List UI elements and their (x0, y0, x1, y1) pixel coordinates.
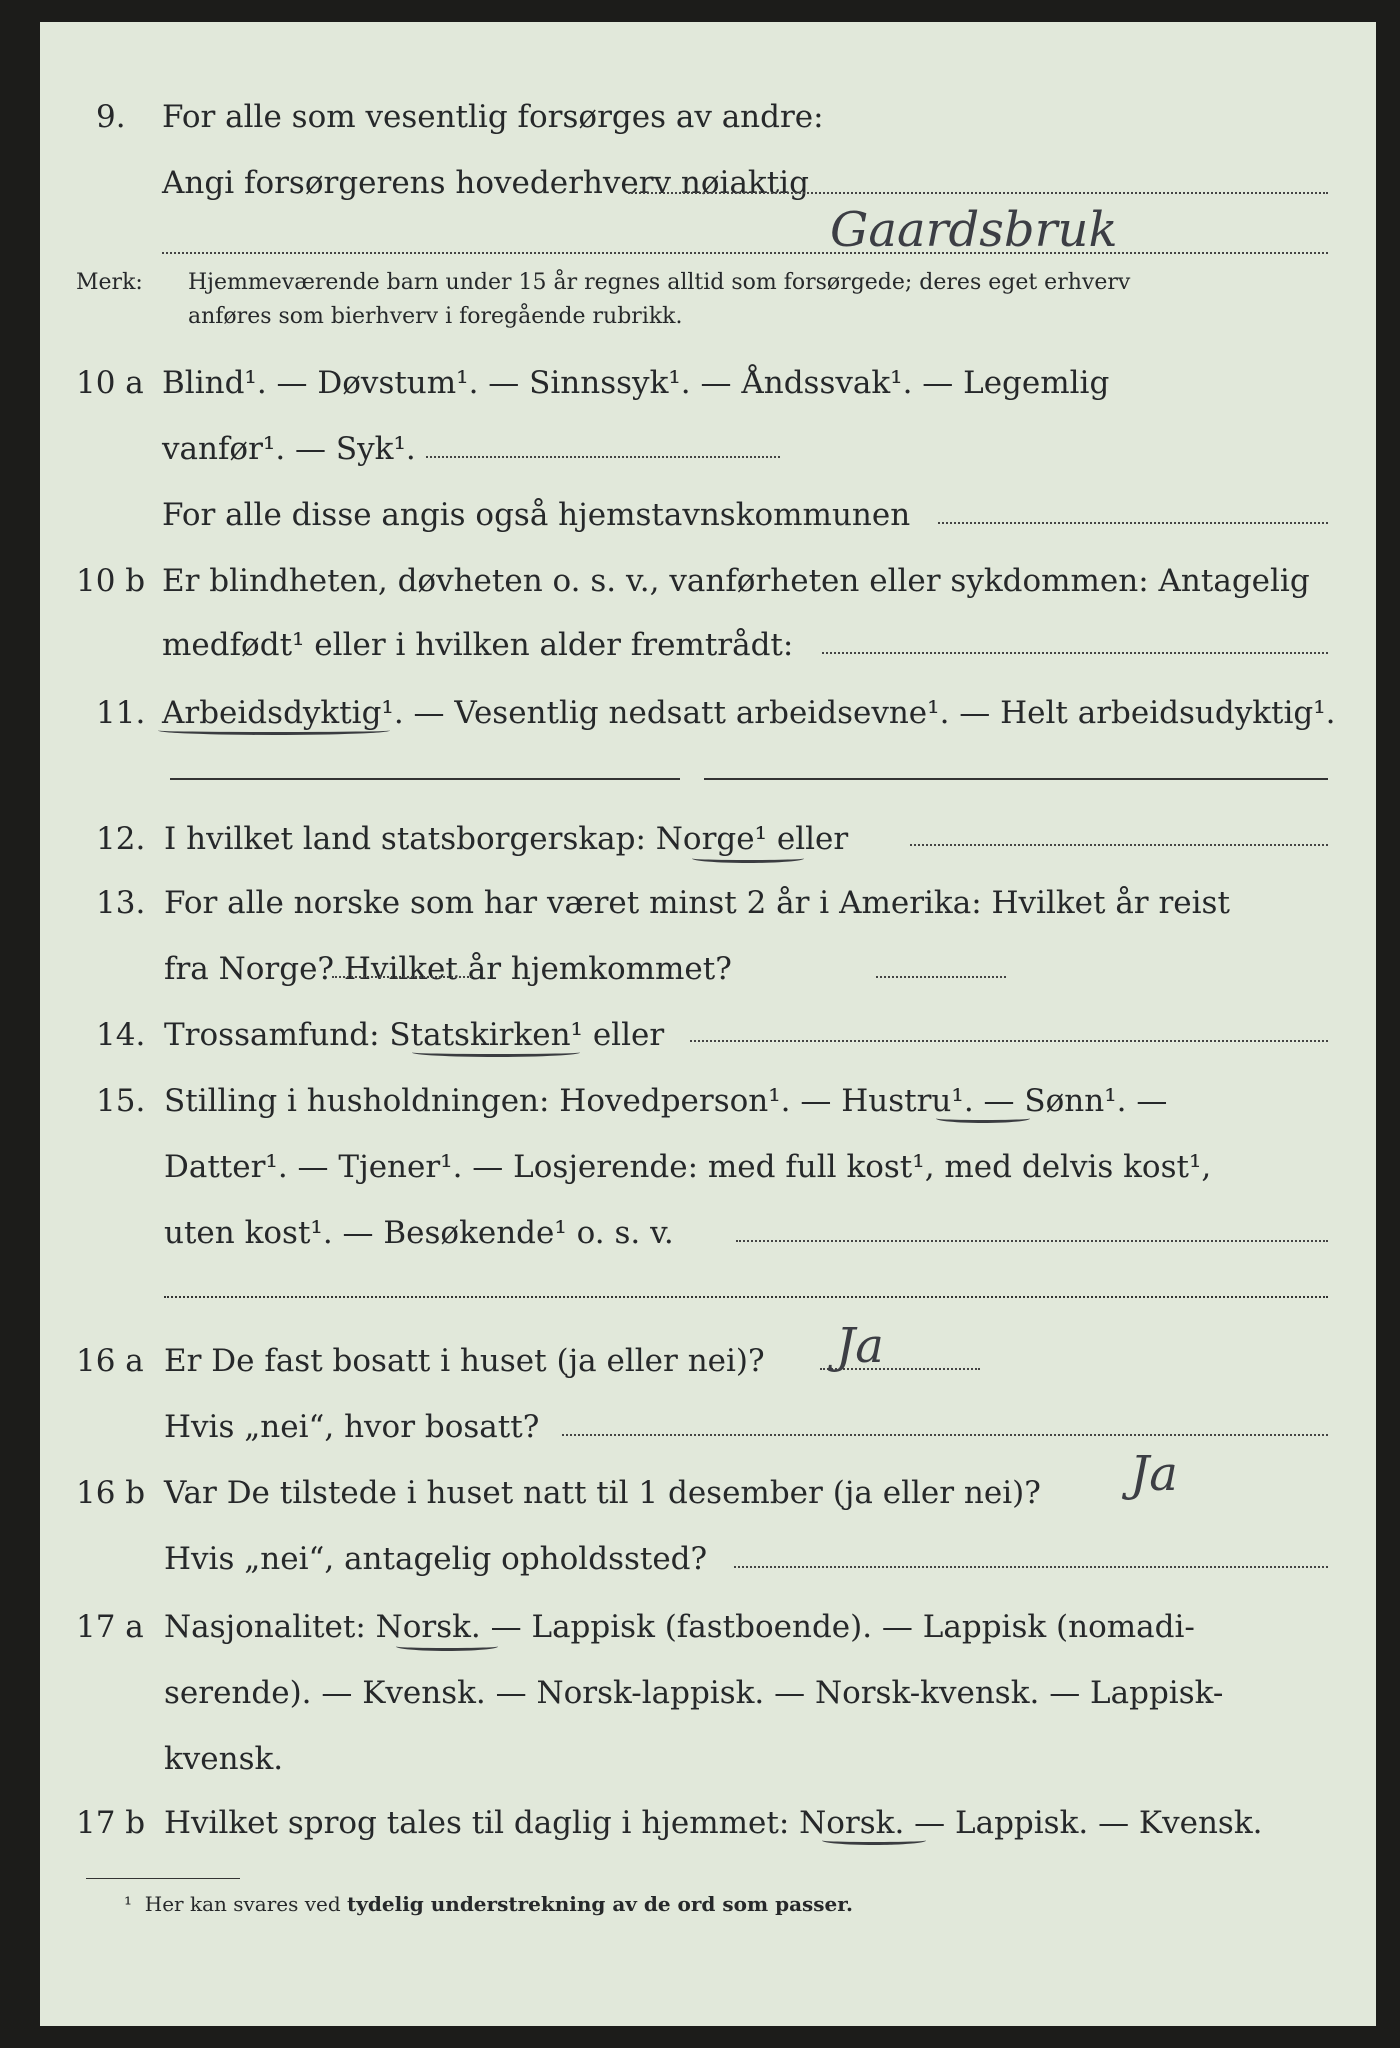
item-9-text-2: Angi forsørgerens hovederhverv nøiaktig (162, 165, 809, 201)
note-text: Hjemmeværende barn under 15 år regnes alltid som forsørgede; deres eget erhverv (188, 270, 1131, 295)
item-17a-text: Nasjonalitet: Norsk. — Lappisk (fastboende). — Lappisk (nomadi- (164, 1609, 1195, 1645)
note-label: Merk: (76, 270, 143, 295)
answer-line (876, 976, 1006, 978)
item-15-text: Stilling i husholdningen: Hovedperson¹. — Hustru¹. — Sønn¹. — (164, 1083, 1168, 1119)
answer-line (426, 456, 780, 458)
item-10b-number: 10 b (76, 563, 146, 599)
handwritten-answer-16a: Ja (836, 1318, 884, 1374)
item-17a-number: 17 a (76, 1609, 144, 1645)
item-10a-text-3: For alle disse angis også hjemstavnskommunen (162, 497, 911, 533)
underline-mark (692, 854, 804, 863)
answer-line (910, 844, 1328, 846)
item-10a-text-2: vanfør¹. — Syk¹. (162, 431, 416, 467)
item-12-number: 12. (96, 821, 146, 857)
item-10a-text: Blind¹. — Døvstum¹. — Sinnssyk¹. — Åndssvak¹. — Legemlig (162, 365, 1110, 401)
item-10b-text-2: medfødt¹ eller i hvilken alder fremtrådt: (162, 627, 794, 663)
item-16a-text-2: Hvis „nei“, hvor bosatt? (164, 1409, 540, 1445)
item-17a-text-3: kvensk. (164, 1741, 284, 1777)
footnote-text: ¹ Her kan svares ved tydelig understrekning av de ord som passer. (124, 1892, 853, 1916)
answer-line (162, 252, 1328, 254)
footnote-divider (86, 1878, 240, 1879)
item-14-number: 14. (96, 1017, 146, 1053)
item-16b-text: Var De tilstede i huset natt til 1 desember (ja eller nei)? (164, 1475, 1041, 1511)
underline-mark (396, 1642, 498, 1651)
item-13-text-2: fra Norge? Hvilket år hjemkommet? (164, 951, 732, 987)
item-17b-text: Hvilket sprog tales til daglig i hjemmet: Norsk. — Lappisk. — Kvensk. (164, 1805, 1263, 1841)
answer-line (170, 778, 680, 780)
answer-line (562, 1434, 1328, 1436)
handwritten-answer-16b: Ja (1130, 1446, 1178, 1502)
handwritten-answer-9: Gaardsbruk (830, 202, 1118, 258)
item-16a-text: Er De fast bosatt i huset (ja eller nei)? (164, 1343, 765, 1379)
answer-line (628, 192, 1328, 194)
answer-line (822, 652, 1328, 654)
item-11-text: Arbeidsdyktig¹. — Vesentlig nedsatt arbeidsevne¹. — Helt arbeidsudyktig¹. (162, 695, 1336, 731)
item-16a-number: 16 a (76, 1343, 144, 1379)
underline-mark (158, 726, 390, 735)
item-10b-text: Er blindheten, døvheten o. s. v., vanførheten eller sykdommen: Antagelig (162, 563, 1310, 599)
census-form-page (40, 22, 1376, 2026)
answer-line (734, 1566, 1328, 1568)
answer-line (938, 522, 1328, 524)
underline-mark (936, 1114, 1030, 1123)
answer-line (164, 1296, 1328, 1298)
answer-line (704, 778, 1328, 780)
answer-line (332, 976, 472, 978)
item-13-number: 13. (96, 885, 146, 921)
underline-mark (412, 1048, 580, 1057)
item-10a-number: 10 a (76, 365, 144, 401)
item-16b-number: 16 b (76, 1475, 146, 1511)
answer-line (690, 1040, 1328, 1042)
item-14-text: Trossamfund: Statskirken¹ eller (164, 1017, 665, 1053)
item-16b-text-2: Hvis „nei“, antagelig opholdssted? (164, 1541, 708, 1577)
item-15-text-2: Datter¹. — Tjener¹. — Losjerende: med full kost¹, med delvis kost¹, (164, 1149, 1212, 1185)
item-11-number: 11. (96, 695, 146, 731)
underline-mark (822, 1836, 926, 1845)
note-text-2: anføres som bierhverv i foregående rubrikk. (188, 304, 683, 329)
item-9-number: 9. (96, 99, 126, 135)
item-9-text: For alle som vesentlig forsørges av andre: (162, 99, 824, 135)
item-17a-text-2: serende). — Kvensk. — Norsk-lappisk. — Norsk-kvensk. — Lappisk- (164, 1675, 1224, 1711)
answer-line (736, 1240, 1328, 1242)
item-12-text: I hvilket land statsborgerskap: Norge¹ eller (164, 821, 849, 857)
item-15-number: 15. (96, 1083, 146, 1119)
item-15-text-3: uten kost¹. — Besøkende¹ o. s. v. (164, 1215, 674, 1251)
item-13-text: For alle norske som har været minst 2 år i Amerika: Hvilket år reist (164, 885, 1230, 921)
item-17b-number: 17 b (76, 1805, 146, 1841)
